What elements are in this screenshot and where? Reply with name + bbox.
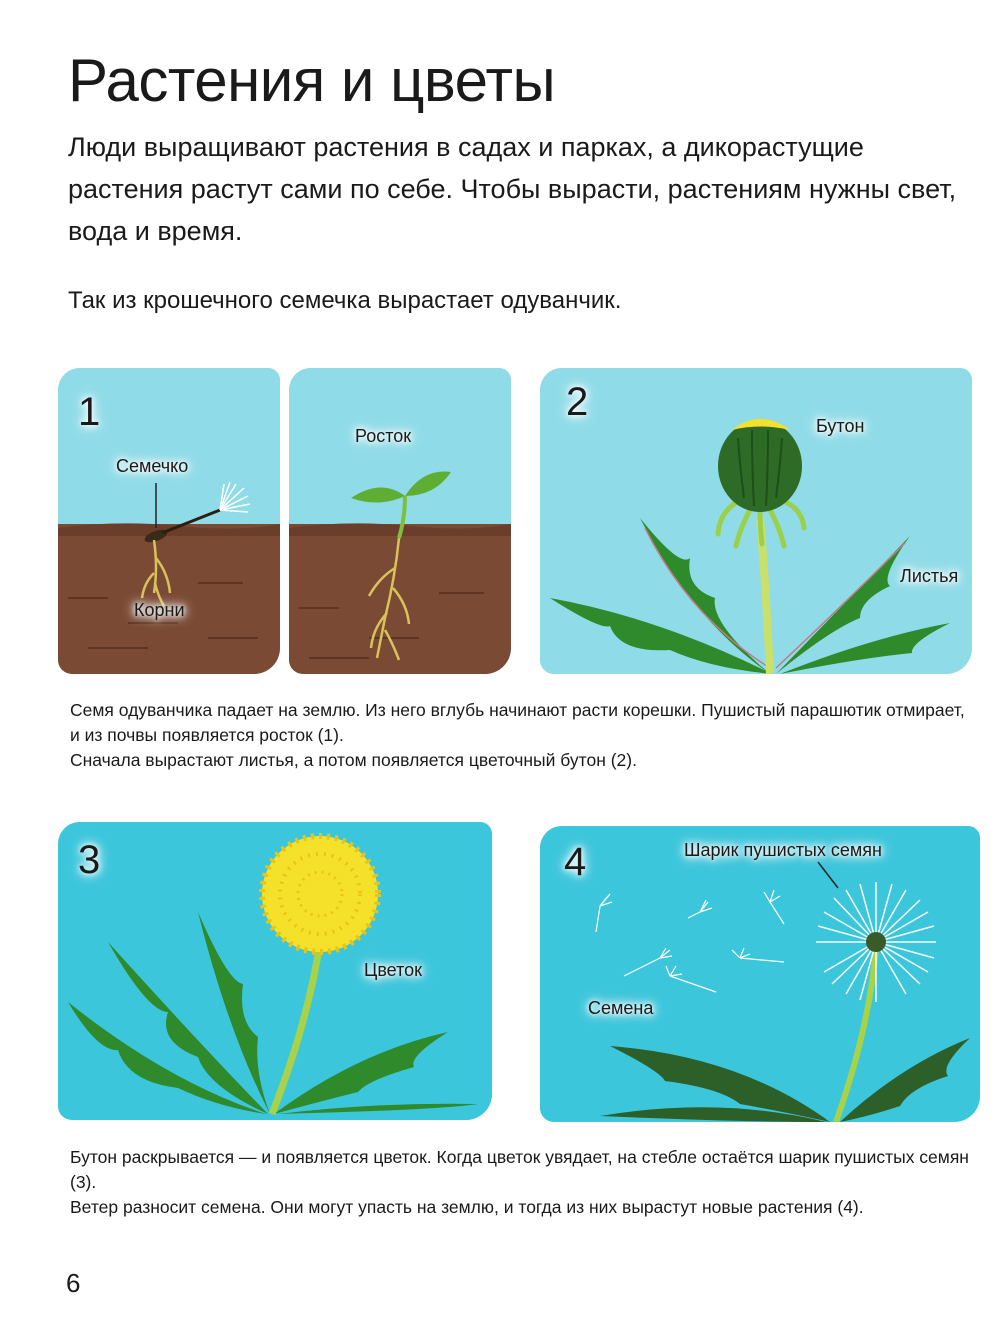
caption-stages-1-2 bbox=[70, 698, 970, 773]
panel-seedball-illustration bbox=[540, 826, 980, 1122]
stage-number-1: 1 bbox=[78, 390, 101, 434]
stage-number-4: 4 bbox=[564, 840, 587, 884]
panel-flower-illustration bbox=[58, 822, 492, 1120]
lead-sentence: Так из крошечного семечка вырастает одуванчик. bbox=[68, 287, 622, 314]
page-number: 6 bbox=[66, 1268, 81, 1298]
caption-paragraph: Семя одуванчика падает на землю. Из него вглубь начинают расти корешки. Пушистый парашютик отмирает, и из почвы появляется росток (1). bbox=[70, 700, 965, 745]
seeds-label: Семена bbox=[588, 998, 654, 1018]
page-title: Растения и цветы bbox=[68, 47, 556, 114]
bud-illustration bbox=[540, 368, 972, 674]
panel-bud-illustration bbox=[540, 368, 972, 674]
stage-number-2: 2 bbox=[566, 380, 589, 424]
seedball-illustration bbox=[540, 826, 980, 1122]
caption-paragraph: Сначала вырастают листья, а потом появляется цветочный бутон (2). bbox=[70, 750, 637, 770]
seed-ball-label: Шарик пушистых семян bbox=[684, 840, 882, 860]
leaves-label: Листья bbox=[900, 566, 959, 586]
seed-label: Семечко bbox=[116, 456, 189, 476]
sprout-label: Росток bbox=[355, 426, 412, 446]
roots-label: Корни bbox=[134, 600, 185, 620]
flower-illustration bbox=[58, 822, 492, 1120]
panel-sprout-illustration bbox=[289, 368, 511, 674]
bud-label: Бутон bbox=[816, 416, 865, 436]
panel-seed-illustration bbox=[58, 368, 280, 674]
sprout-illustration bbox=[289, 368, 511, 674]
flower-label: Цветок bbox=[364, 960, 423, 980]
caption-paragraph: Ветер разносит семена. Они могут упасть на землю, и тогда из них вырастут новые растения (4). bbox=[70, 1197, 864, 1217]
intro-paragraph: Люди выращивают растения в садах и парках, а дикорастущие растения растут сами по себе. Чтобы вырасти, растениям нужны свет, вода и время. bbox=[68, 132, 957, 246]
caption-stages-3-4 bbox=[70, 1145, 970, 1220]
caption-paragraph: Бутон раскрывается — и появляется цветок. Когда цветок увядает, на стебле остаётся шарик пушистых семян (3). bbox=[70, 1147, 969, 1192]
stage-number-3: 3 bbox=[78, 838, 101, 882]
